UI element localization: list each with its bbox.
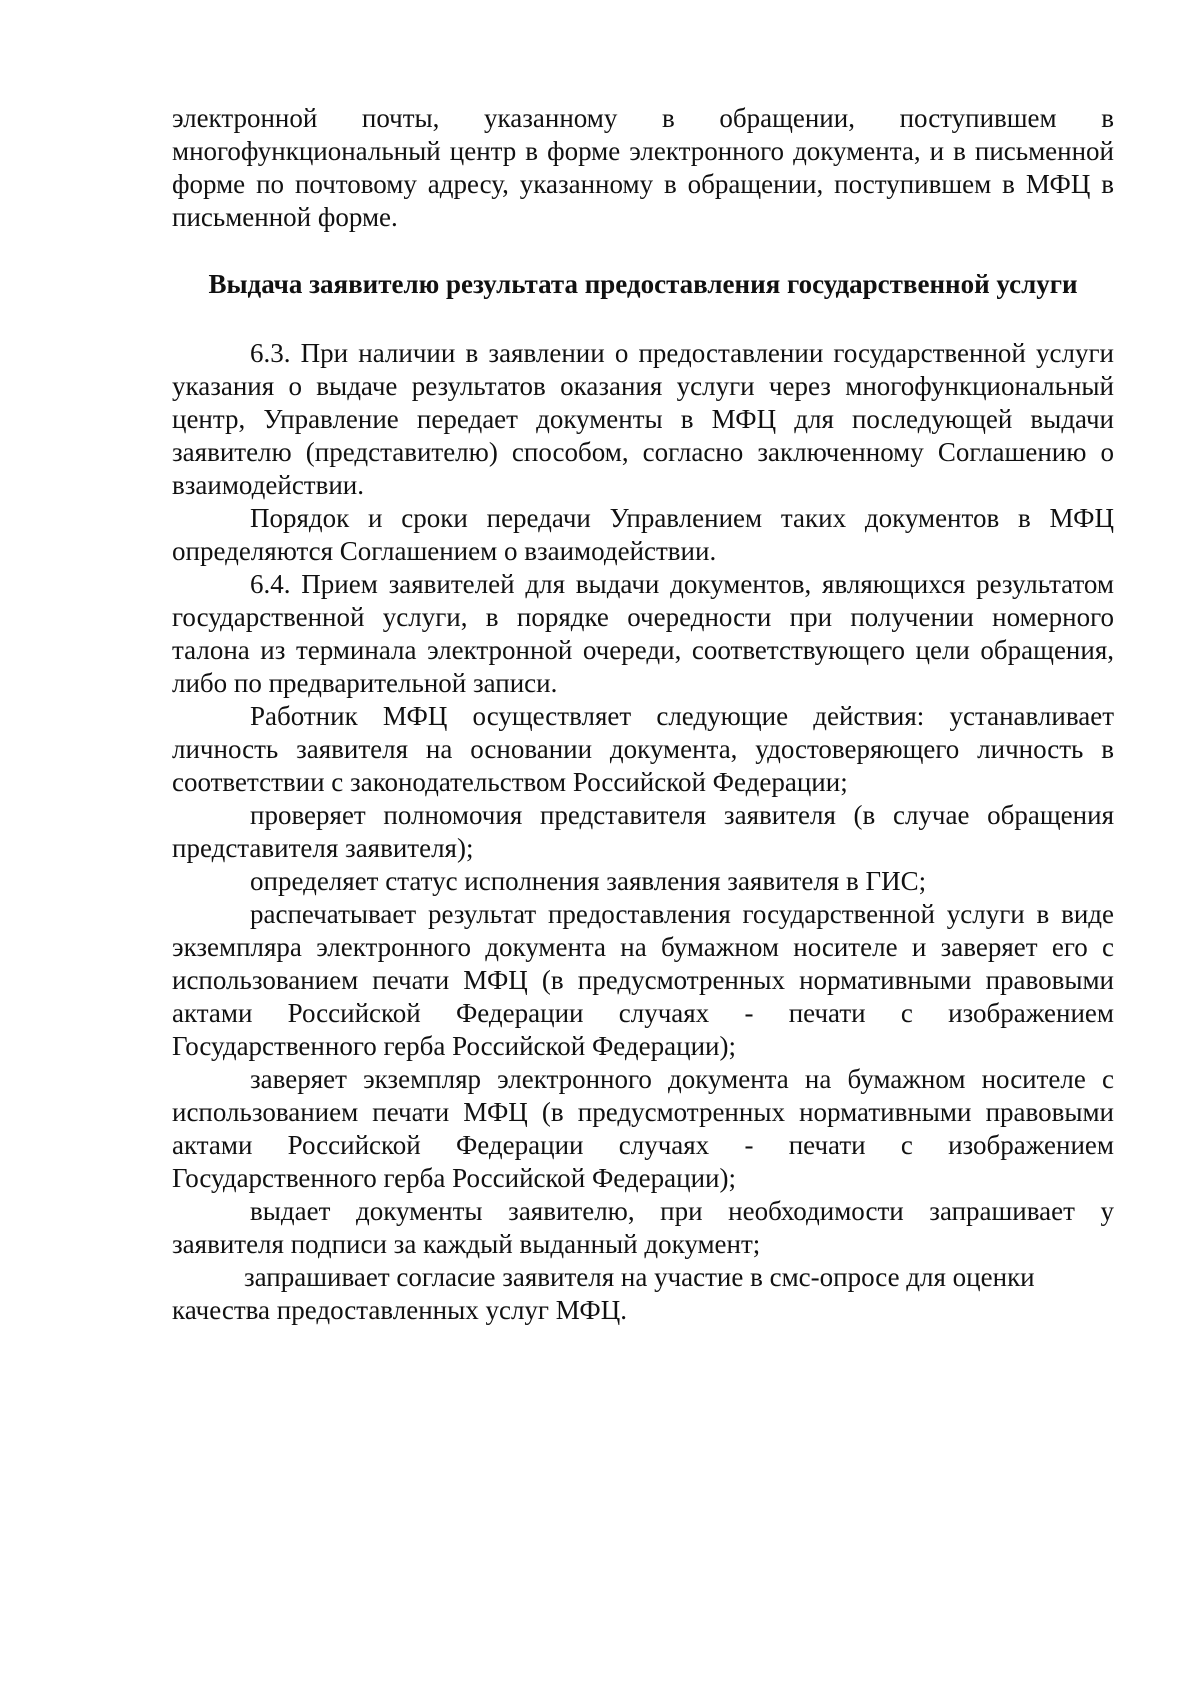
paragraph-verify-authority: проверяет полномочия представителя заявителя (в случае обращения представителя заявителя); <box>172 800 1114 863</box>
paragraph-issue-documents: выдает документы заявителю, при необходимости запрашивает у заявителя подписи за каждый выданный документ; <box>172 1196 1114 1259</box>
closing-paragraph: запрашивает согласие заявителя на участие в смс-опросе для оценки качества предоставленных услуг МФЦ. <box>172 1262 1035 1325</box>
paragraph-6-4: 6.4. Прием заявителей для выдачи документов, являющихся результатом государственной услуги, в порядке очередности при получении номерного талона из терминала электронной очереди, соответствующего цели обращения, либо по предварительной записи. <box>172 569 1114 698</box>
paragraph-transfer-order: Порядок и сроки передачи Управлением таких документов в МФЦ определяются Соглашением о взаимодействии. <box>172 503 1114 566</box>
section-heading: Выдача заявителю результата предоставления государственной услуги <box>208 269 1078 299</box>
intro-paragraph: электронной почты, указанному в обращении, поступившем в многофункциональный центр в форме электронного документа, и в письменной форме по почтовому адресу, указанному в обращении, поступившем в МФЦ в письменной форме. <box>172 103 1114 232</box>
paragraph-print-result: распечатывает результат предоставления государственной услуги в виде экземпляра электронного документа на бумажном носителе и заверяет его с использованием печати МФЦ (в предусмотренных нормативными правовыми актами Российской Федерации случаях - печати с изображением Государственного герба Российской Федерации); <box>172 899 1114 1061</box>
paragraph-worker-actions: Работник МФЦ осуществляет следующие действия: устанавливает личность заявителя на основании документа, удостоверяющего личность в соответствии с законодательством Российской Федерации; <box>172 701 1114 797</box>
paragraph-6-3: 6.3. При наличии в заявлении о предоставлении государственной услуги указания о выдаче результатов оказания услуги через многофункциональный центр, Управление передает документы в МФЦ для последующей выдачи заявителю (представителю) способом, согласно заключенному Соглашению о взаимодействии. <box>172 338 1114 500</box>
document-body <box>172 102 1114 1327</box>
paragraph-certify-copy: заверяет экземпляр электронного документа на бумажном носителе с использованием печати МФЦ (в предусмотренных нормативными правовыми актами Российской Федерации случаях - печати с изображением Государственного герба Российской Федерации); <box>172 1064 1114 1193</box>
paragraph-status: определяет статус исполнения заявления заявителя в ГИС; <box>250 866 927 896</box>
